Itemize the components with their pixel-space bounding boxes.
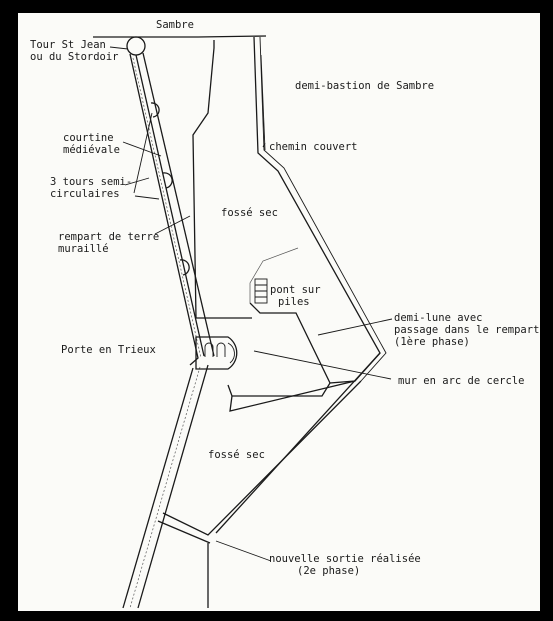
label-pont-line2: piles — [278, 296, 310, 308]
label-pont-line1: pont sur — [270, 284, 321, 296]
label-sambre: Sambre — [156, 19, 194, 31]
lower-wall-inner — [138, 365, 208, 608]
porte-en-trieux-shape — [196, 337, 237, 369]
label-3-tours — [50, 176, 132, 200]
label-fosse-sec-upper: fossé sec — [221, 207, 278, 219]
courtine-outer — [130, 54, 198, 365]
ditch-upper-left — [193, 40, 252, 318]
label-fosse-sec-lower: fossé sec — [208, 449, 265, 461]
label-courtine — [63, 132, 120, 156]
label-demi-lune-line1: demi-lune avec — [394, 312, 483, 324]
plan-sheet — [18, 13, 540, 611]
label-mur-arc: mur en arc de cercle — [398, 375, 525, 387]
label-tour-st-jean — [30, 39, 119, 63]
label-tours-line2: circulaires — [50, 188, 120, 200]
label-sortie-line1: nouvelle sortie réalisée — [269, 553, 421, 565]
label-rempart-line1: rempart de terre — [58, 231, 160, 243]
rampart-line — [143, 53, 214, 356]
mur-arc-shape — [228, 343, 234, 363]
label-demi-lune-line2: passage dans le rempart — [394, 324, 540, 336]
pont-piles-marks — [255, 285, 267, 297]
courtine-hatch — [133, 58, 201, 358]
label-sortie-line2: (2e phase) — [297, 565, 361, 577]
counterscarp-lower — [216, 353, 380, 533]
label-porte-en-trieux: Porte en Trieux — [61, 344, 156, 356]
lower-wall-outer — [123, 368, 193, 608]
label-tour-line1: Tour St Jean — [30, 39, 106, 51]
label-courtine-line1: courtine — [63, 132, 114, 144]
label-nouvelle-sortie — [269, 553, 421, 577]
label-chemin-couvert: chemin couvert — [269, 141, 358, 153]
chemin-couvert-inner — [261, 55, 265, 150]
label-tours-line1: 3 tours semi- — [50, 176, 133, 188]
label-tour-line2: ou du Stordoir — [30, 51, 119, 63]
label-demi-bastion: demi-bastion de Sambre — [295, 80, 435, 92]
label-rempart-line2: muraillé — [58, 243, 109, 255]
label-demi-lune — [394, 312, 539, 348]
lower-wall-hatch — [130, 367, 200, 608]
porte-arches — [205, 343, 225, 357]
label-rempart — [58, 231, 159, 255]
demi-lune-outline — [250, 303, 330, 383]
tour-st-jean-circle — [127, 37, 145, 55]
sambre-bank-line — [93, 36, 266, 37]
label-courtine-line2: médiévale — [63, 144, 120, 156]
label-demi-lune-line3: (1ère phase) — [394, 336, 470, 348]
label-pont-sur-piles — [270, 284, 321, 308]
